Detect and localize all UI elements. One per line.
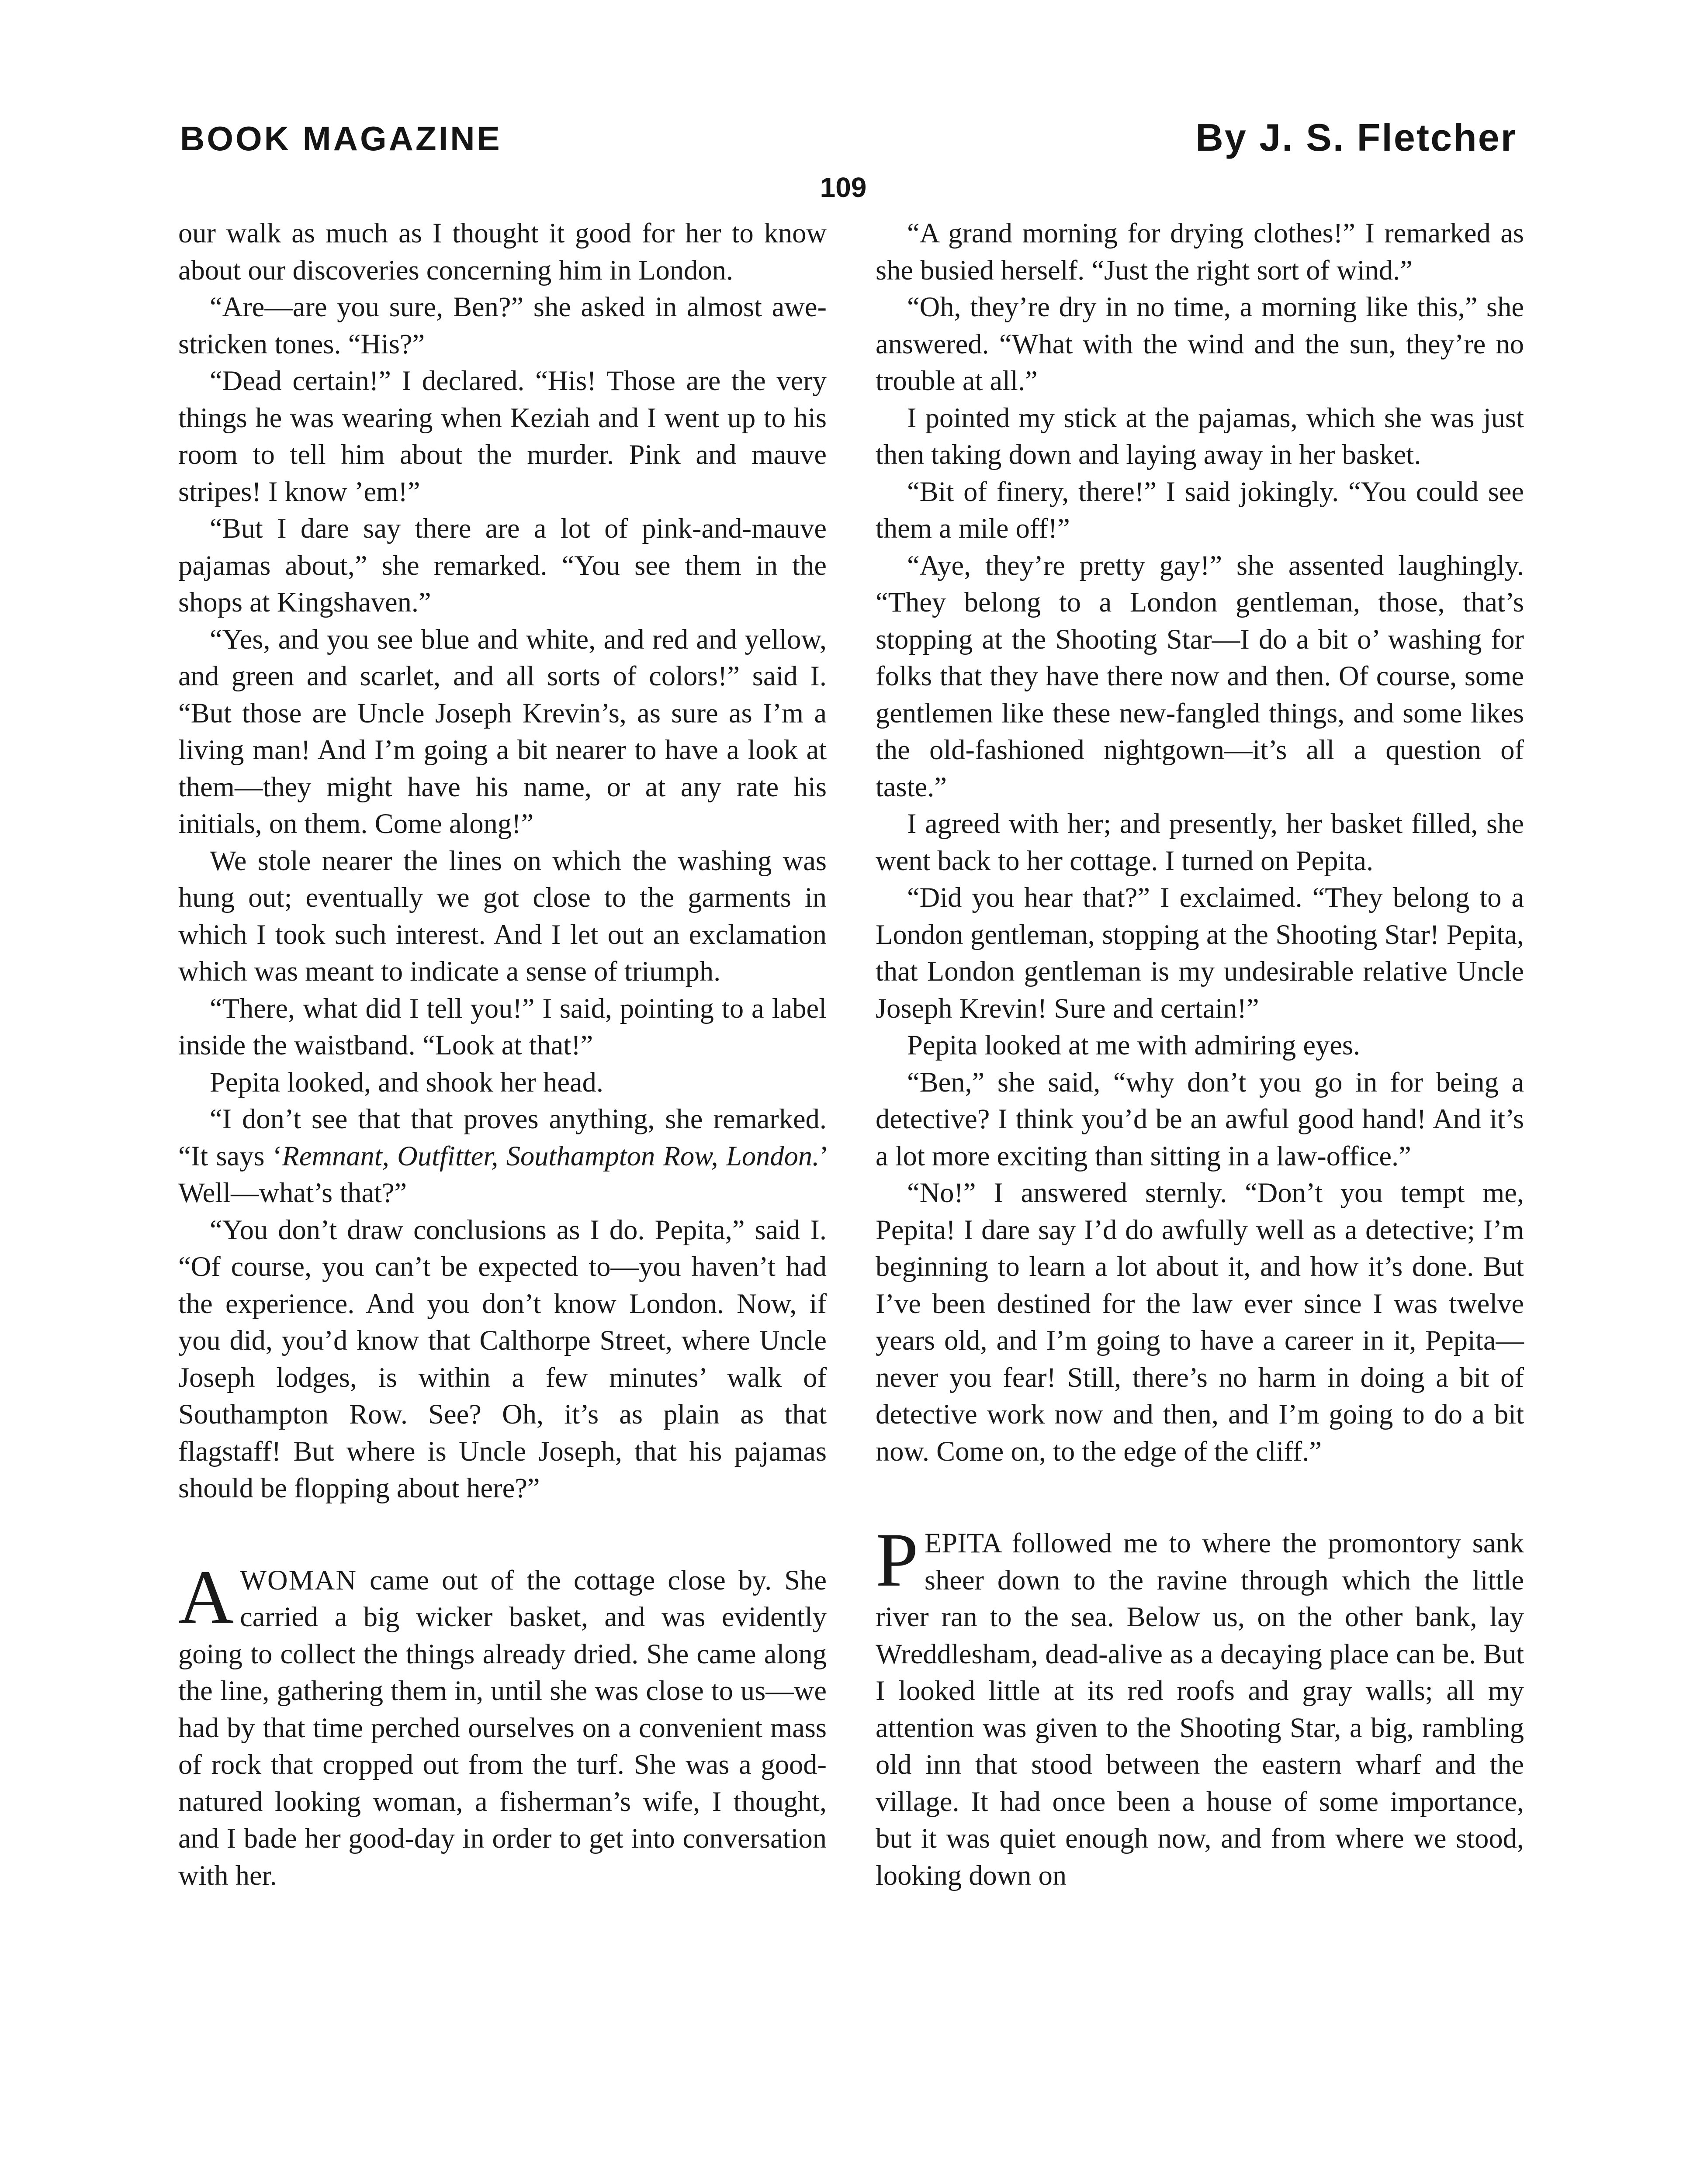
paragraph-text: came out of the cottage close by. She carried a big wicker basket, and was evidently going to collect the things already dried. She came along the line, gathering them in, until she was close to us—we had by that time perched ourselves on a convenient mass of rock that cropped out from the turf. She was a good-natured looking woman, a fisherman’s wife, I thought, and I bade her good-day in order to get into conversation with her. — [178, 1564, 827, 1891]
paragraph: “Oh, they’re dry in no time, a morning like this,” she answered. “What with the wind and the sun, they’re no trouble at all.” — [876, 291, 1524, 396]
label-quote: Remnant, Outfitter, Southampton Row, London. — [282, 1140, 820, 1171]
page-number: 109 — [820, 172, 867, 203]
author-byline: By J. S. Fletcher — [1195, 116, 1517, 159]
paragraph: “Are—are you sure, Ben?” she asked in almost awe-stricken tones. “His?” — [178, 291, 827, 359]
paragraph: “Dead certain!” I declared. “His! Those are the very things he was wearing when Keziah and I went up to his room to tell him about the murder. Pink and mauve stripes! I know ’em!” — [178, 365, 827, 507]
paragraph: “Bit of finery, there!” I said jokingly. “You could see them a mile off!” — [876, 476, 1524, 544]
paragraph-text: “I don’t see that that proves anything, — [210, 1103, 655, 1134]
opening-word: WOMAN — [240, 1564, 357, 1596]
paragraph: I pointed my stick at the pajamas, which she was just then taking down and laying away in her basket. — [876, 402, 1524, 470]
paragraph: “Did you hear that?” I exclaimed. “They belong to a London gentleman, stopping at the Shooting Star! Pepita, that London gentleman is my undesirable relative Uncle Joseph Krevin! Sure and certain!” — [876, 882, 1524, 1024]
paragraph: I agreed with her; and presently, her basket filled, she went back to her cottage. I turned on Pepita. — [876, 808, 1524, 876]
left-column — [178, 215, 827, 1894]
paragraph: our walk as much as I thought it good for her to know about our discoveries concerning him in London. — [178, 218, 827, 286]
paragraph: “You don’t draw conclusions as I do. Pepita,” said I. “Of course, you can’t be expected to—you haven’t had the experience. And you don’t know London. Now, if you did, you’d know that Calthorpe Street, where Uncle Joseph lodges, is within a few minutes’ walk of Southampton Row. See? Oh, it’s as plain as that flagstaff! But where is Uncle Joseph, that his pajamas should be flopping about here?” — [178, 1214, 827, 1503]
paragraph: Pepita looked at me with admiring eyes. — [907, 1030, 1361, 1061]
section-opening-paragraph — [876, 1517, 1524, 1894]
paragraph: “A grand morning for drying clothes!” I remarked as she busied herself. “Just the right sort of wind.” — [876, 218, 1524, 286]
paragraph: “Ben,” she said, “why don’t you go in for being a detective? I think you’d be an awful good hand! And it’s a lot more exciting than sitting in a law-office.” — [876, 1066, 1524, 1171]
paragraph: “But I dare say there are a lot of pink-and-mauve pajamas about,” she remarked. “You see them in the shops at Kingshaven.” — [178, 513, 827, 618]
paragraph-text: Well—what’s that?” — [178, 1177, 407, 1208]
paragraph: “Yes, and you see blue and white, and red and yellow, and green and scarlet, and all sorts of colors!” said I. “But those are Uncle Joseph Krevin’s, as sure as I’m a living man! And I’m going a bit nearer to have a look at them—they might have his name, or at any rate his initials, on them. Come along!” — [178, 623, 827, 839]
paragraph: We stole nearer the lines on which the washing was hung out; eventually we got close to the garments in which I took such interest. And I let out an exclamation which was meant to indicate a sense of triumph. — [178, 845, 827, 987]
paragraph: “Aye, they’re pretty gay!” she assented laughingly. “They belong to a London gentleman, those, that’s stopping at the Shooting Star—I do a bit o’ washing for folks that they have there now and then. Of course, some gentlemen like these new-fangled things, and some likes the old-fashioned nightgown—it’s all a question of taste.” — [876, 549, 1524, 802]
drop-cap: A — [178, 1554, 234, 1640]
drop-cap: P — [876, 1517, 918, 1603]
right-column — [876, 215, 1524, 1894]
paragraph: “I don’t see that that proves anything, she remarked. “It says ‘Remnant, Outfitter, Southampton Row, London.’ Well—what’s that?” — [178, 1103, 827, 1208]
section-opening-paragraph — [178, 1554, 827, 1894]
paragraph: “No!” I answered sternly. “Don’t you tempt me, Pepita! I dare say I’d do awfully well as a detective; I’m beginning to learn a lot about it, and how it’s done. But I’ve been destined for the law ever since I was twelve years old, and I’m going to have a career in it, Pepita—never you fear! Still, there’s no harm in doing a bit of detective work now and then, and I’m going to do a bit now. Come on, to the edge of the cliff.” — [876, 1177, 1524, 1467]
paragraph-text: she remarked. “It says — [178, 1103, 827, 1171]
paragraph: “There, what did I tell you!” I said, pointing to a label inside the waistband. “Look at that!” — [178, 992, 827, 1061]
paragraph-text: EPITA followed me to where the promontory sank sheer down to the ravine through which the little river ran to the sea. Below us, on the other bank, lay Wreddlesham, dead-alive as a decaying place can be. But I looked little at its red roofs and gray walls; all my attention was given to the Shooting Star, a big, rambling old inn that stood between the eastern wharf and the village. It had once been a house of some importance, but it was quiet enough now, and from where we stood, looking down on — [876, 1527, 1524, 1891]
paragraph: Pepita looked, and shook her head. — [210, 1066, 603, 1098]
magazine-title: BOOK MAGAZINE — [180, 119, 502, 158]
